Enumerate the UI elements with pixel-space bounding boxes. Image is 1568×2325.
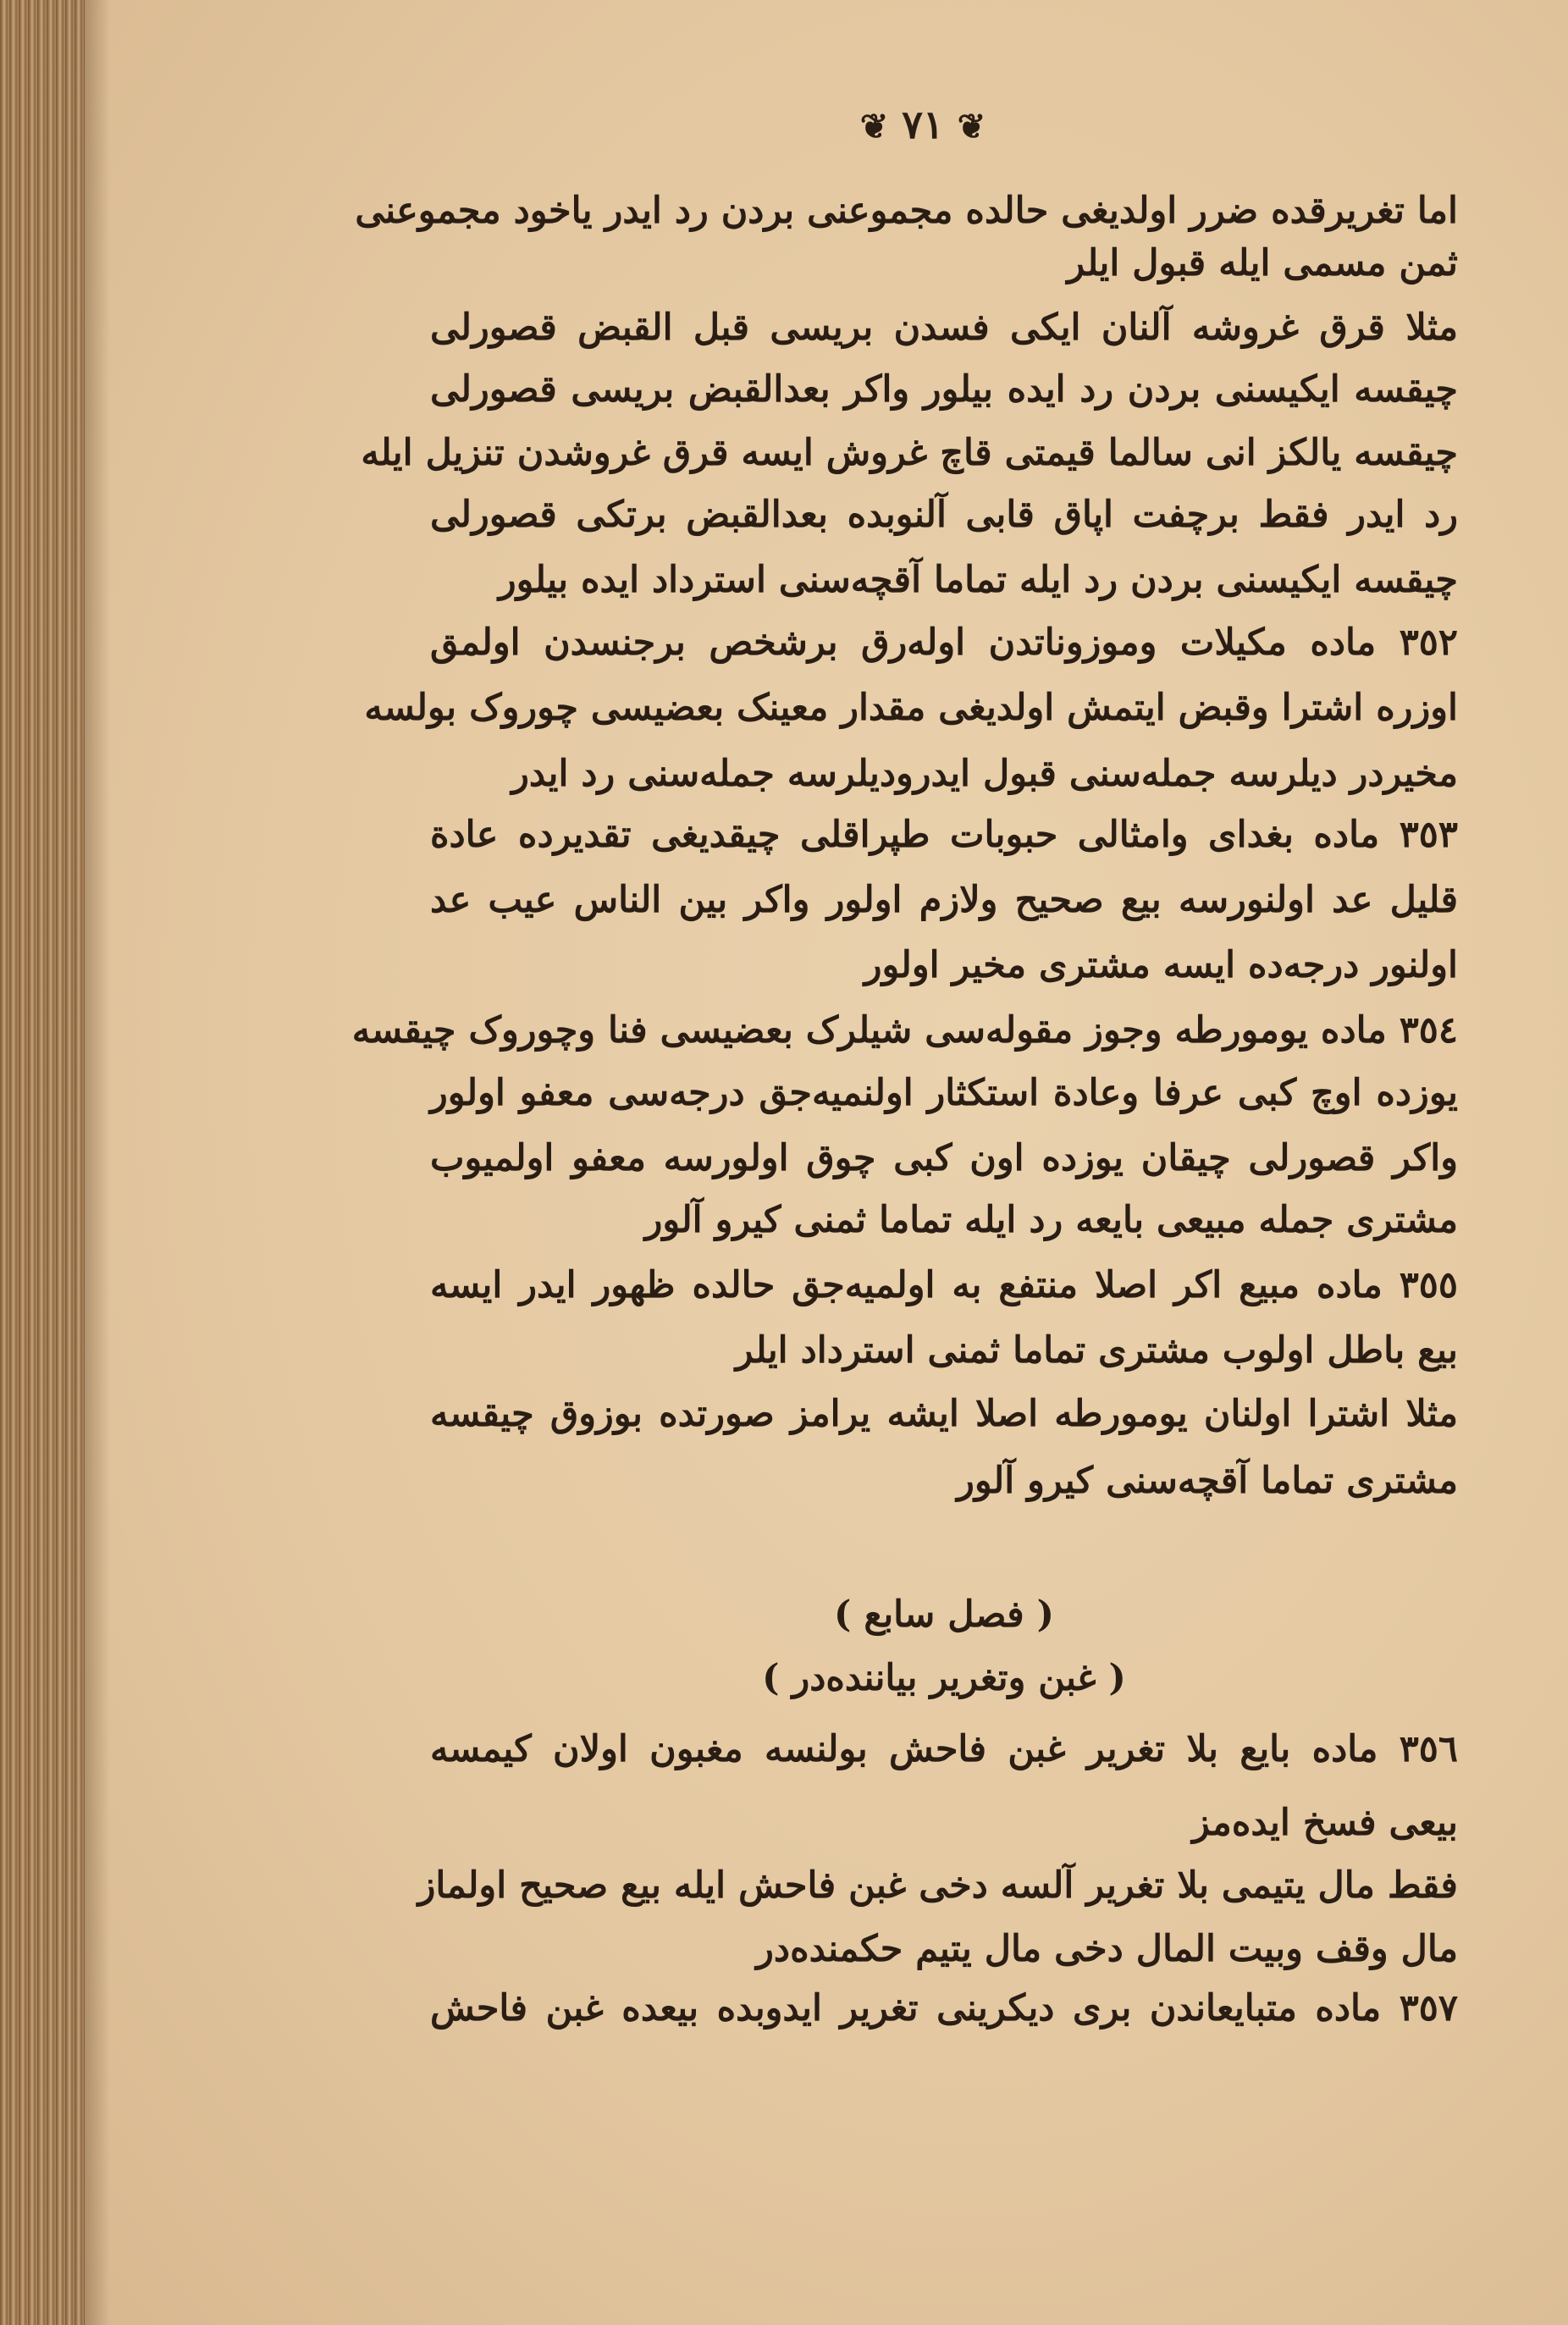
text-line: چیقسه ایکیسنی بردن رد ایده بیلور واکر بعدالقبض بریسی قصورلی (430, 368, 1458, 411)
text-line: مثلا قرق غروشه آلنان ایکی فسدن بریسی قبل القبض قصورلی (430, 307, 1458, 349)
text-line: اوزره اشترا وقبض ایتمش اولدیغی مقدار معینک بعضیسی چوروک بولسه (364, 687, 1458, 729)
text-line: مشتری تماما آقچه‌سنی کیرو آلور (957, 1460, 1458, 1502)
text-line: قلیل عد اولنورسه بیع صحیح ولازم اولور واکر بین الناس عیب عد (430, 879, 1458, 921)
book-page-edges (0, 0, 93, 2325)
article-356: ٣٥٦ ماده بایع بلا تغریر غبن فاحش بولنسه مغبون اولان کیمسه (430, 1728, 1458, 1770)
page-number-text: ٧١ (902, 102, 944, 147)
page-gutter-shadow (85, 0, 110, 2325)
text-line: چیقسه ایکیسنی بردن رد ایله تماما آقچه‌سنی استرداد ایده بیلور (498, 559, 1458, 601)
text-line: بیع باطل اولوب مشتری تماما ثمنی استرداد ایلر (735, 1329, 1458, 1372)
page-number (838, 102, 1008, 169)
article-352: ٣٥٢ ماده مکیلات وموزوناتدن اوله‌رق برشخص برجنسدن اولمق (430, 621, 1458, 664)
text-line: چیقسه یالکز انی سالما قیمتی قاچ غروش ایسه قرق غروشدن تنزیل ایله (361, 432, 1458, 474)
text-line: یوزده اوچ کبی عرفا وعادة استکثار اولنمیه‌جق درجه‌سی معفو اولور (430, 1072, 1458, 1114)
text-line: مشتری جمله مبیعی بایعه رد ایله تماما ثمنی کیرو آلور (644, 1199, 1458, 1241)
text-line: بیعی فسخ ایده‌مز (1192, 1802, 1458, 1844)
text-line: فقط مال یتیمی بلا تغریر آلسه دخی غبن فاحش ایله بیع صحیح اولماز (417, 1864, 1458, 1907)
ornament-icon: ❦ (957, 107, 986, 146)
article-355: ٣٥٥ ماده مبیع اکر اصلا منتفع به اولمیه‌جق حالده ظهور ایدر ایسه (430, 1264, 1458, 1306)
section-title: ( فصل سابع ) (834, 1593, 1054, 1636)
article-353: ٣٥٣ ماده بغدای وامثالی حبوبات طپراقلی چیقدیغی تقدیرده عادة (430, 814, 1458, 856)
text-line: اما تغریرقده ضرر اولدیغی حالده مجموعنی بردن رد ایدر یاخود مجموعنی (355, 190, 1458, 232)
text-line: اولنور درجه‌ده ایسه مشتری مخیر اولور (864, 944, 1458, 986)
ornament-icon: ❦ (859, 107, 889, 146)
article-357: ٣٥٧ ماده متبایعاندن بری دیکرینی تغریر ایدوبده بیعده غبن فاحش (430, 1987, 1458, 2030)
article-354: ٣٥٤ ماده یومورطه وجوز مقوله‌سی شیلرک بعضیسی فنا وچوروک چیقسه (351, 1009, 1458, 1052)
section-subtitle: ( غبن وتغریر بیاننده‌در ) (762, 1657, 1126, 1699)
text-line: واکر قصورلی چیقان یوزده اون کبی چوق اولورسه معفو اولمیوب (430, 1137, 1458, 1179)
text-line: ثمن مسمی ایله قبول ایلر (1067, 242, 1458, 284)
text-line: مخیردر دیلرسه جمله‌سنی قبول ایدرودیلرسه جمله‌سنی رد ایدر (511, 753, 1458, 795)
text-line: مثلا اشترا اولنان یومورطه اصلا ایشه یرامز صورتده بوزوق چیقسه (430, 1393, 1458, 1435)
text-line: مال وقف وبیت المال دخی مال یتیم حکمنده‌در (756, 1928, 1458, 1970)
text-line: رد ایدر فقط برچفت اپاق قابی آلنوبده بعدالقبض برتکی قصورلی (430, 494, 1458, 536)
